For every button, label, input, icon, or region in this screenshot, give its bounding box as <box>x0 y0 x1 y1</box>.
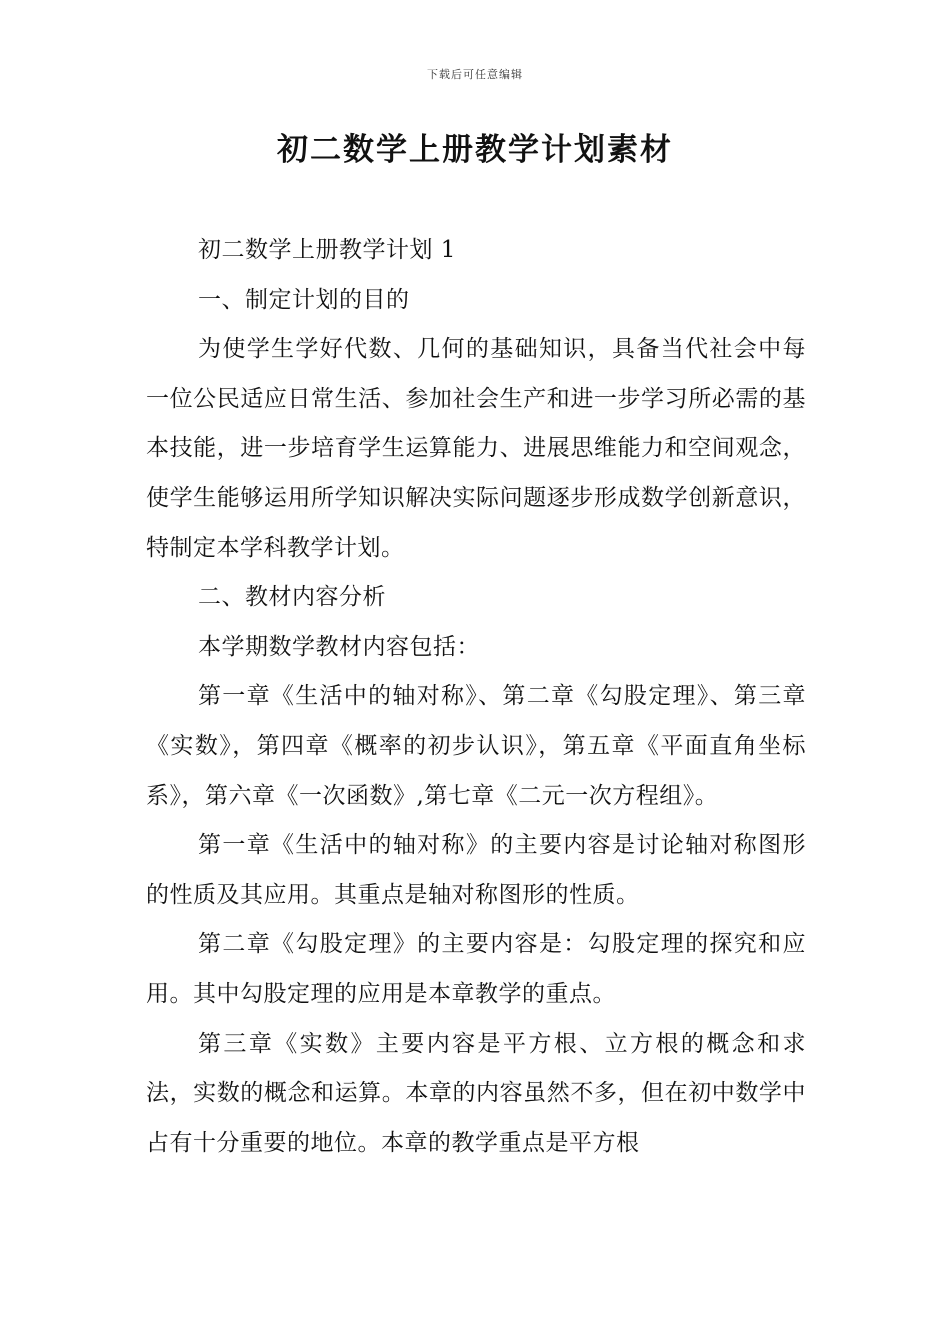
document-title: 初二数学上册教学计划素材 <box>277 132 673 168</box>
paragraph-section-2-heading: 二、教材内容分析 <box>198 584 386 611</box>
document-body <box>146 226 806 1168</box>
paragraph-chapter-1: 第一章《生活中的轴对称》的主要内容是讨论轴对称图形的性质及其应用。其重点是轴对称图形的性质。 <box>146 832 806 908</box>
paragraph-section-1-heading: 一、制定计划的目的 <box>198 286 410 313</box>
paragraph-plan-heading: 初二数学上册教学计划 1 <box>198 237 456 263</box>
paragraph-chapter-3: 第三章《实数》主要内容是平方根、立方根的概念和求法，实数的概念和运算。本章的内容虽然不多，但在初中数学中占有十分重要的地位。本章的教学重点是平方根 <box>146 1030 806 1156</box>
paragraph-chapter-list: 第一章《生活中的轴对称》、第二章《勾股定理》、第三章《实数》，第四章《概率的初步认识》，第五章《平面直角坐标系》，第六章《一次函数》,第七章《二元一次方程组》。 <box>146 683 806 809</box>
paragraph-chapter-2: 第二章《勾股定理》的主要内容是：勾股定理的探究和应用。其中勾股定理的应用是本章教学的重点。 <box>146 931 806 1007</box>
paragraph-content-intro: 本学期数学教材内容包括： <box>198 633 480 660</box>
page-header-note: 下载后可任意编辑 <box>427 68 523 81</box>
paragraph-purpose: 为使学生学好代数、几何的基础知识，具备当代社会中每一位公民适应日常生活、参加社会生产和进一步学习所必需的基本技能，进一步培育学生运算能力、进展思维能力和空间观念，使学生能够运用所学知识解决实际问题逐步形成数学创新意识，特制定本学科教学计划。 <box>146 336 806 561</box>
